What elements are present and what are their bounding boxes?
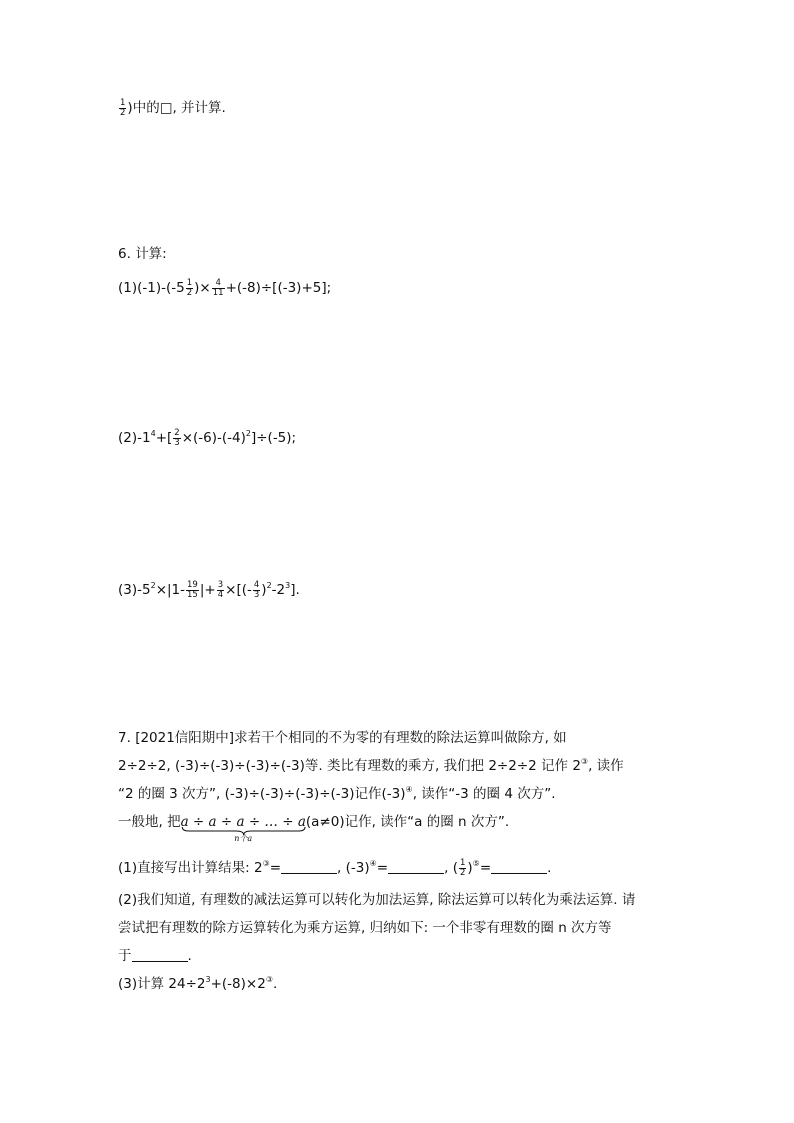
q7-sub1-circled-exp2: ④ xyxy=(369,859,377,868)
q7-division-expression xyxy=(180,812,306,843)
q7-sub2-answer-blank[interactable] xyxy=(132,948,188,962)
q6-part1-f2-den: 11 xyxy=(212,287,224,298)
q7-sub3 xyxy=(118,974,277,994)
q6-part3-expr-g: ]. xyxy=(290,582,300,598)
q7-sub1-circled-exp3: ⑤ xyxy=(472,859,480,868)
q6-part3-f2-den: 4 xyxy=(217,589,224,600)
q6-part1-fraction2 xyxy=(212,279,225,298)
q6-part3-expr-f: -2 xyxy=(271,582,286,598)
q7-sub2-line3 xyxy=(118,946,192,966)
q6-title: 计算: xyxy=(135,246,167,262)
q6-part3-fraction3 xyxy=(253,581,260,600)
q6-part1-fraction1 xyxy=(186,279,193,298)
q7-line4-text-c: , 读作“a 的圈 n 次方”. xyxy=(371,814,510,830)
q6-part1-f1-num: 1 xyxy=(186,277,193,288)
q7-line4-text-b: (a≠0)记作 xyxy=(305,814,372,830)
q7-sub3-period: . xyxy=(272,976,278,992)
q6-part1-label: (1) xyxy=(118,280,138,296)
q7-sub1-text-a: (1)直接写出计算结果: 2 xyxy=(118,860,263,876)
q6-part2-expr-d: ]÷(-5); xyxy=(250,430,297,446)
q7-sub2-text2: 尝试把有理数的除方运算转化为乘方运算, 归纳如下: 一个非零有理数的圈 n 次方等 xyxy=(118,920,612,936)
q6-part3-f1-den: 15 xyxy=(187,589,198,600)
q6-part3-exponent2: 2 xyxy=(266,581,272,590)
q6-part1-expr-b: )× xyxy=(194,280,211,296)
q6-part2-exponent: 4 xyxy=(150,429,156,438)
q7-line3-text-b: , 读作“-3 的圈 4 次方”. xyxy=(412,786,556,802)
q6-part2-expr-a: -1 xyxy=(137,430,151,446)
q7-sub2-line2 xyxy=(118,918,612,938)
q6-part1-expr-a: (-1)-(-5 xyxy=(137,280,185,296)
q7-line3 xyxy=(118,784,556,804)
q6-part3-expr-c: |+ xyxy=(199,582,216,598)
q6-part2 xyxy=(118,428,296,448)
q5-tail-line xyxy=(118,98,226,118)
q7-sub2-line1 xyxy=(118,890,635,910)
q7-line2-text-b: , 读作 xyxy=(588,758,624,774)
q7-source-tag: [2021信阳期中] xyxy=(135,730,235,746)
q6-part2-label: (2) xyxy=(118,430,138,446)
q6-part3-expr-a: -5 xyxy=(137,582,151,598)
q6-part2-f-den: 3 xyxy=(174,437,180,448)
q6-part3-f1-num: 19 xyxy=(187,579,198,590)
q7-division-expression-text: a ÷ a ÷ a ÷ … ÷ a xyxy=(180,814,306,830)
q7-line4-text-a: 一般地, 把 xyxy=(118,814,181,830)
q6-heading xyxy=(118,244,167,264)
q7-sub1-answer-blank3[interactable] xyxy=(491,860,547,874)
q6-part1-expr-c: +(-8)÷[(-3)+5]; xyxy=(225,280,332,296)
q7-line3-circled-exp: ④ xyxy=(405,785,413,794)
q6-part1 xyxy=(118,278,331,298)
q6-part3-f2-num: 3 xyxy=(217,579,224,590)
q6-part3-fraction2 xyxy=(217,581,224,600)
q7-sub1-circled-exp1: ③ xyxy=(262,859,270,868)
q6-part3-expr-b: ×|1- xyxy=(155,582,186,598)
q7-sub1-f-den: 2 xyxy=(459,867,466,878)
q6-part2-expr-b: +[ xyxy=(155,430,173,446)
q7-line1-text: 求若干个相同的不为零的有理数的除法运算叫做除方, 如 xyxy=(234,730,567,746)
q7-sub1-text-c: , (-3) xyxy=(337,860,370,876)
q7-line3-text-a: “2 的圈 3 次方”, (-3)÷(-3)÷(-3)÷(-3)记作(-3) xyxy=(118,786,406,802)
q7-sub1-eq1: = xyxy=(269,860,282,876)
q7-number: 7. xyxy=(118,730,131,746)
q6-part3-fraction1 xyxy=(186,581,199,600)
q7-sub3-text-a: (3)计算 24÷2 xyxy=(118,976,206,992)
q7-sub1-answer-blank1[interactable] xyxy=(281,860,337,874)
q7-sub1-period: . xyxy=(547,860,552,876)
q7-line2-circled-exp: ③ xyxy=(580,757,589,766)
q6-part2-exponent2: 2 xyxy=(245,429,251,438)
q6-part2-expr-c: ×(-6)-(-4) xyxy=(181,430,246,446)
q6-part2-fraction xyxy=(173,429,180,448)
q7-line4 xyxy=(118,812,510,843)
q6-part1-f1-den: 2 xyxy=(186,287,193,298)
q7-sub2-text1: (2)我们知道, 有理数的减法运算可以转化为加法运算, 除法运算可以转化为乘法运算. 请 xyxy=(118,892,636,908)
q7-sub1-f-num: 1 xyxy=(459,857,466,868)
q6-part3-exponent: 2 xyxy=(150,581,156,590)
q7-sub1-eq3: = xyxy=(479,860,492,876)
q6-part3-expr-e: ) xyxy=(261,582,267,598)
q7-sub1-text-e: , ( xyxy=(444,860,458,876)
q6-part3-exponent3: 3 xyxy=(285,581,291,590)
q6-part3-expr-d: ×[(- xyxy=(225,582,252,598)
q7-line2-text-a: 2÷2÷2, (-3)÷(-3)÷(-3)÷(-3)等. 类比有理数的乘方, 我们把 2÷2÷2 记作 2 xyxy=(118,758,581,774)
q6-number: 6. xyxy=(118,246,131,262)
q7-sub3-exp1: 3 xyxy=(205,975,211,984)
q7-line2 xyxy=(118,756,624,776)
q7-line1 xyxy=(118,728,567,748)
q7-sub1 xyxy=(118,858,551,878)
q7-sub1-close-paren: ) xyxy=(467,860,473,876)
q6-part3-label: (3) xyxy=(118,582,138,598)
q7-sub1-fraction xyxy=(459,859,466,878)
q7-sub2-period: . xyxy=(187,948,192,964)
q6-part3-f3-den: 3 xyxy=(253,589,260,600)
q7-sub3-circled-exp2: ③ xyxy=(265,975,273,984)
q6-part2-f-num: 2 xyxy=(174,427,180,438)
q7-underbrace-label: n个a xyxy=(234,834,253,843)
q7-sub1-answer-blank2[interactable] xyxy=(388,860,444,874)
q6-part1-f2-num: 4 xyxy=(212,279,225,289)
q7-sub2-text3: 于 xyxy=(118,948,132,964)
q7-sub1-eq2: = xyxy=(376,860,389,876)
q5-tail-text: )中的□, 并计算. xyxy=(127,100,226,116)
q6-part3-f3-num: 4 xyxy=(253,579,260,590)
q7-sub3-text-b: +(-8)×2 xyxy=(210,976,266,992)
fraction-one-half: $\frac{1}{2}$ xyxy=(120,97,126,118)
q6-part3 xyxy=(118,580,300,600)
